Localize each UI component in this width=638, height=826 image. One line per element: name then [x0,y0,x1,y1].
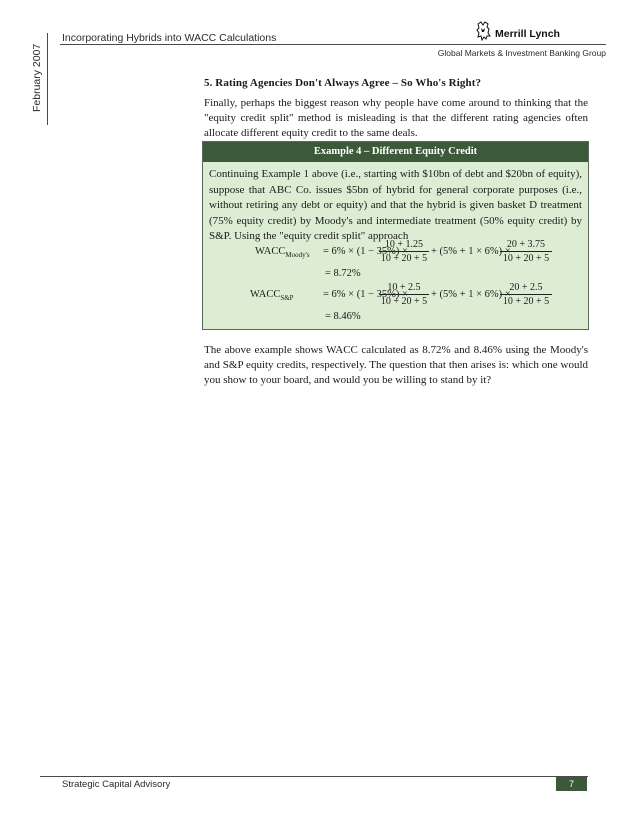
document-date: February 2007 [31,43,43,112]
equation-result: = 8.72% [325,268,361,279]
example-header: Example 4 – Different Equity Credit [203,142,588,162]
fraction-denominator: 10 + 20 + 5 [502,296,550,307]
brand-name: Merrill Lynch [495,28,560,40]
fraction-numerator: 20 + 2.5 [500,282,552,295]
equation-fraction-2 [500,239,552,264]
equation-fraction-2 [500,282,552,307]
equation-lhs-subscript: Moody's [285,251,310,259]
fraction-denominator: 10 + 20 + 5 [380,253,428,264]
footer-rule [40,776,588,777]
equation-lhs [250,289,294,302]
equation-fraction-1 [379,239,429,264]
equation-term-1: = 6% × (1 − 35%) × [323,289,408,300]
equation-term-1: = 6% × (1 − 35%) × [323,246,408,257]
header-rule [60,44,606,45]
section-title: 5. Rating Agencies Don't Always Agree – So Who's Right? [204,77,482,89]
brand-logo [476,20,560,42]
fraction-denominator: 10 + 20 + 5 [380,296,428,307]
conclusion-paragraph: The above example shows WACC calculated as 8.72% and 8.46% using the Moody's and S&P equity credits, respectively. The question that then arises is: which one would you show to your board, and would you be willing to stand by it? [204,344,588,386]
equation-lhs-text: WACC [255,246,286,257]
fraction-numerator: 10 + 1.25 [379,239,429,252]
footer-label: Strategic Capital Advisory [62,779,171,790]
fraction-denominator: 10 + 20 + 5 [502,253,550,264]
document-title: Incorporating Hybrids into WACC Calculations [62,32,277,44]
equation-lhs-subscript: S&P [280,294,294,302]
equation-lhs-text: WACC [250,289,281,300]
intro-paragraph: Finally, perhaps the biggest reason why people have come around to thinking that the "equity credit split" method is misleading is that the different rating agencies often allocate different equity credit to the same deals. [204,97,588,139]
equation-term-2: + (5% + 1 × 6%) × [431,289,511,300]
fraction-numerator: 20 + 3.75 [500,239,552,252]
brand-subtitle: Global Markets & Investment Banking Group [437,48,606,58]
equation-fraction-1 [379,282,429,307]
example-text: Continuing Example 1 above (i.e., starting with $10bn of debt and $20bn of equity), suppose that ABC Co. issues $5bn of hybrid for general corporate purposes (i.e., without retiring any debt or equity) and that the hybrid is given basket D treatment (75% equity credit) by Moody's and intermediate treatment (50% equity credit) by S&P. Using the "equity credit split" approach [209,168,582,242]
equation-term-2: + (5% + 1 × 6%) × [431,246,511,257]
page-number: 7 [556,777,587,791]
fraction-numerator: 10 + 2.5 [379,282,429,295]
bull-logo-icon [476,20,492,42]
equation-result: = 8.46% [325,311,361,322]
header-vertical-rule [47,33,48,125]
equation-lhs [255,246,310,259]
